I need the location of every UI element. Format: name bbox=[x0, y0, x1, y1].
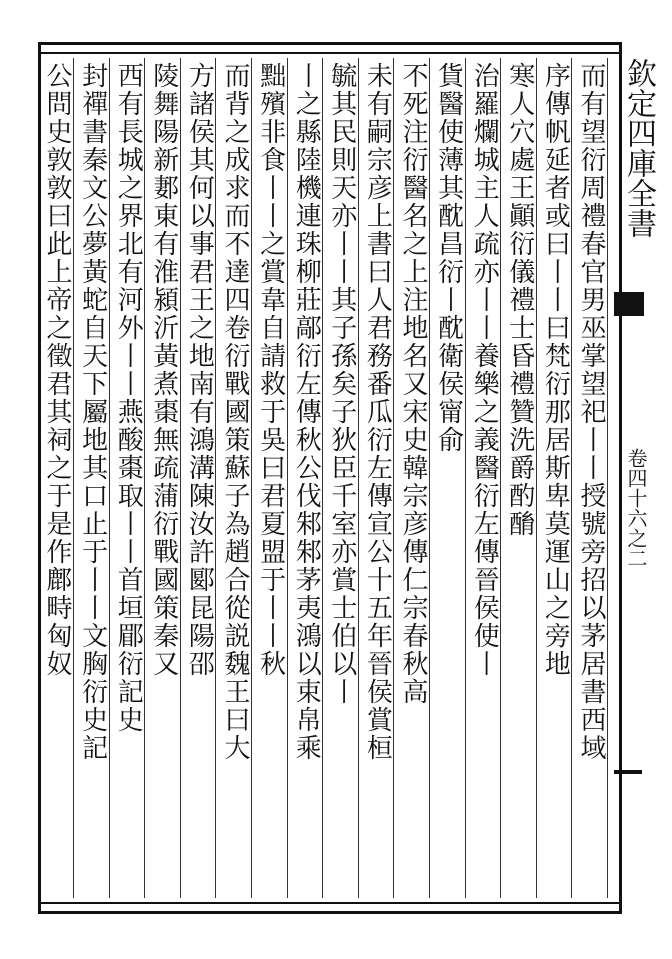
column-text: 黜殯非食丨丨之賞韋自請救于吳曰君夏盟于丨丨秋 bbox=[255, 62, 286, 678]
top-rule bbox=[38, 52, 622, 54]
text-column bbox=[252, 58, 288, 898]
text-column bbox=[572, 58, 608, 898]
text-column bbox=[323, 58, 359, 898]
text-column bbox=[288, 58, 324, 898]
column-text: 丨之縣陸機連珠柳莊鄗衍左傳秋公伐邾邾茅夷鴻以束帛乘 bbox=[291, 62, 322, 762]
text-column bbox=[38, 58, 74, 898]
column-text: 公問史敦敦曰此上帝之徵君其祠之于是作鄜畤匈奴 bbox=[41, 62, 72, 678]
juan-label: 卷四十六之二 bbox=[624, 448, 648, 568]
column-text: 未有嗣宗彦上書曰人君務番瓜衍左傳宣公十五年晉侯賞桓 bbox=[362, 62, 393, 762]
text-column bbox=[145, 58, 181, 898]
fishtail-rule bbox=[614, 770, 642, 774]
fishtail-mark bbox=[614, 292, 644, 316]
column-text: 貨醫使薄其酖昌衍丨酖衛侯甯俞 bbox=[433, 62, 464, 454]
column-text: 而背之成求而不達四卷衍戰國策蘇子為趙合從説魏王曰大 bbox=[219, 62, 250, 762]
column-text: 封禪書秦文公夢黃蛇自天下屬地其口止于丨丨文胸衍史記 bbox=[77, 62, 108, 762]
column-text: 不死注衍醫名之上注地名又宋史韓宗彦傳仁宗春秋高 bbox=[397, 62, 428, 706]
column-text: 寒人穴處王顚衍儀禮士昏禮贊洗爵酌酳 bbox=[504, 62, 535, 538]
column-text: 西有長城之界北有河外丨丨燕酸棗取丨丨首垣郿衍記史 bbox=[113, 62, 144, 734]
column-text: 而有望衍周禮春官男巫掌望祀丨丨授號旁招以茅居書西域 bbox=[575, 62, 606, 762]
text-column bbox=[74, 58, 110, 898]
text-column bbox=[359, 58, 395, 898]
column-text: 方諸侯其何以事君王之地南有鴻溝陳汝許郾昆陽邵 bbox=[184, 62, 215, 678]
column-text: 序傳帆延者或曰丨丨曰梵衍那居斯卑莫運山之旁地 bbox=[540, 62, 571, 678]
text-column bbox=[537, 58, 573, 898]
column-text: 治羅爛城主人疏亦丨丨養樂之義醫衍左傳晉侯使丨 bbox=[469, 62, 500, 678]
column-text: 陵舞陽新郪東有淮潁沂黃煮棗無疏蒲衍戰國策秦又 bbox=[148, 62, 179, 678]
bottom-rule bbox=[38, 902, 622, 904]
text-column bbox=[181, 58, 217, 898]
text-column bbox=[501, 58, 537, 898]
book-title: 欽定四庫全書 bbox=[621, 58, 656, 238]
column-text: 毓其民則天亦丨丨其子孫矣子狄臣千室亦賞士伯以丨 bbox=[326, 62, 357, 706]
text-column bbox=[216, 58, 252, 898]
text-column bbox=[394, 58, 430, 898]
text-column bbox=[466, 58, 502, 898]
text-column bbox=[110, 58, 146, 898]
text-column bbox=[430, 58, 466, 898]
